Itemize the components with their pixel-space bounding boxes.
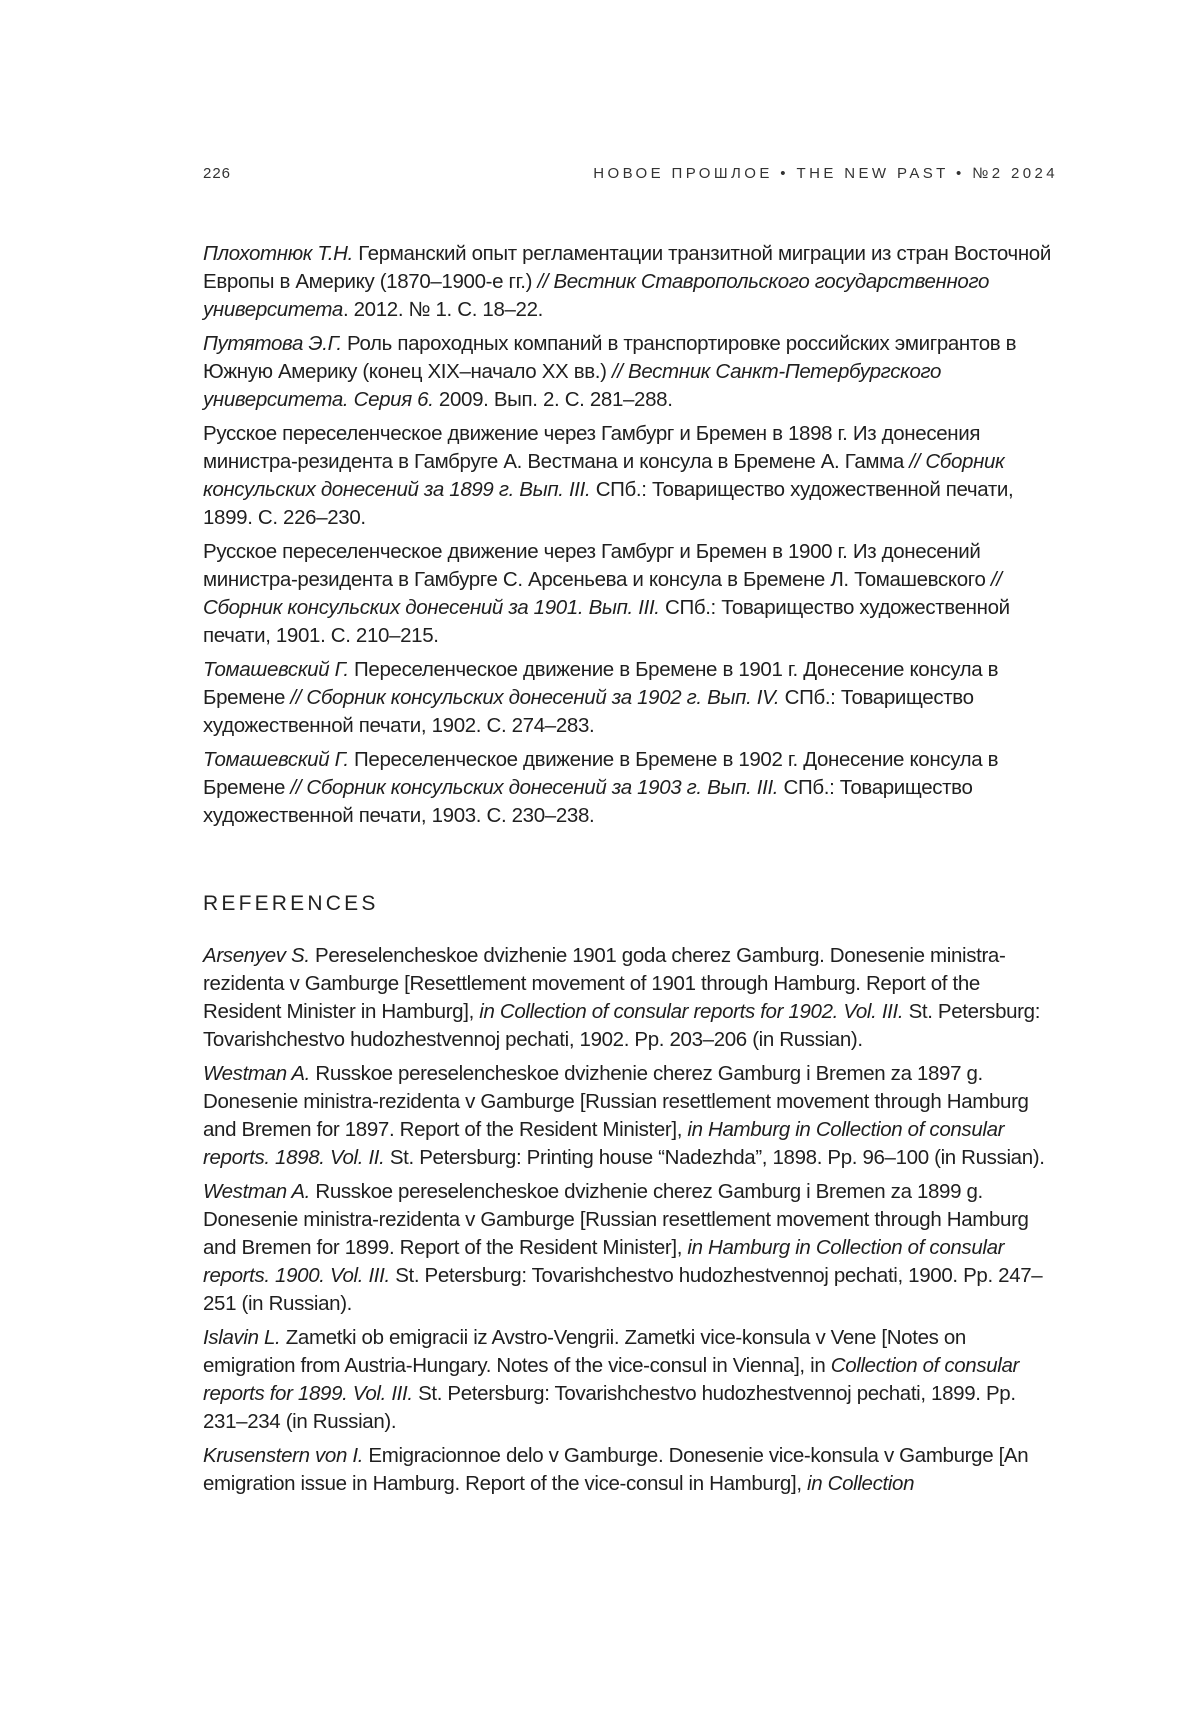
reference-details: St. Petersburg: Tovarishchestvo hudozhestvennoj pechati, 1899. Pp. 231–234 (in Russian). (203, 1382, 1016, 1433)
page-number: 226 (203, 165, 231, 182)
page-header (203, 165, 1058, 189)
reference-details: . 2012. № 1. С. 18–22. (343, 298, 543, 321)
reference-entry (203, 240, 1063, 324)
reference-title: Russkoe pereselencheskoe dvizhenie cherez Gamburg i Bremen za 1899 g. Donesenie ministra-rezidenta v Gamburge [Russian resettlement movement through Hamburg and Bremen for 1899. Report of the Resident Minister], (203, 1180, 1029, 1259)
reference-source: in Hamburg in Collection of consular reports. 1898. Vol. II. (203, 1118, 1004, 1169)
reference-entry (203, 1442, 1063, 1498)
reference-title: Emigracionnoe delo v Gamburge. Donesenie vice-konsula v Gamburge [An emigration issue in Hamburg. Report of the vice-consul in Hamburg], (203, 1444, 1028, 1495)
reference-title: Переселенческое движение в Бремене в 1901 г. Донесение консула в Бремене (203, 658, 998, 709)
reference-details: СПб.: Товарищество художественной печати, 1901. С. 210–215. (203, 596, 1010, 647)
reference-source: // Сборник консульских донесений за 1903 г. Вып. III. (290, 776, 778, 799)
reference-source: // Вестник Ставропольского государственного университета (203, 270, 989, 321)
reference-source: // Сборник консульских донесений за 1899 г. Вып. III. (203, 450, 1004, 501)
reference-details: СПб.: Товарищество художественной печати, 1903. С. 230–238. (203, 776, 973, 827)
reference-entry (203, 538, 1063, 650)
reference-details: St. Petersburg: Tovarishchestvo hudozhestvennoj pechati, 1902. Pp. 203–206 (in Russian). (203, 1000, 1040, 1051)
reference-title: Германский опыт регламентации транзитной миграции из стран Восточной Европы в Америку (1870–1900-е гг.) (203, 242, 1051, 293)
reference-details: СПб.: Товарищество художественной печати, 1902. С. 274–283. (203, 686, 974, 737)
reference-author: Путятова Э.Г. (203, 332, 342, 355)
reference-title: Роль пароходных компаний в транспортировке российских эмигрантов в Южную Америку (конец XIX–начало XX вв.) (203, 332, 1016, 383)
reference-title: Русское переселенческое движение через Гамбург и Бремен в 1900 г. Из донесений министра-резидента в Гамбурге С. Арсеньева и консула в Бремене Л. Томашевского (203, 540, 991, 591)
reference-source: // Сборник консульских донесений за 1902 г. Вып. IV. (290, 686, 779, 709)
reference-author: Плохотнюк Т.Н. (203, 242, 353, 265)
reference-author: Islavin L. (203, 1326, 280, 1349)
reference-source: in Collection of consular reports for 1902. Vol. III. (479, 1000, 903, 1023)
reference-title: Russkoe pereselencheskoe dvizhenie cherez Gamburg i Bremen za 1897 g. Donesenie ministra-rezidenta v Gamburge [Russian resettlement movement through Hamburg and Bremen for 1897. Report of the Resident Minister], (203, 1062, 1029, 1141)
references-heading: REFERENCES (203, 892, 379, 916)
reference-details: 2009. Вып. 2. С. 281–288. (434, 388, 673, 411)
reference-entry (203, 942, 1063, 1054)
reference-author: Westman A. (203, 1062, 310, 1085)
reference-title: Переселенческое движение в Бремене в 1902 г. Донесение консула в Бремене (203, 748, 998, 799)
reference-source: Collection of consular reports for 1899. Vol. III. (203, 1354, 1019, 1405)
reference-title: Pereselencheskoe dvizhenie 1901 goda cherez Gamburg. Donesenie ministra-rezidenta v Gamburge [Resettlement movement of 1901 through Hamburg. Report of the Resident Minister in Hamburg], (203, 944, 1005, 1023)
reference-title: Русское переселенческое движение через Гамбург и Бремен в 1898 г. Из донесения министра-резидента в Гамбруге А. Вестмана и консула в Бремене А. Гамма (203, 422, 980, 473)
reference-entry (203, 1060, 1063, 1172)
reference-author: Томашевский Г. (203, 748, 349, 771)
reference-entry (203, 1324, 1063, 1436)
russian-reference-list (203, 240, 1063, 836)
reference-author: Томашевский Г. (203, 658, 349, 681)
reference-author: Arsenyev S. (203, 944, 310, 967)
running-title: НОВОЕ ПРОШЛОЕ • THE NEW PAST • №2 2024 (593, 165, 1058, 182)
reference-source: // Вестник Санкт-Петербургского университета. Серия 6. (203, 360, 941, 411)
reference-details: St. Petersburg: Printing house “Nadezhda”, 1898. Pp. 96–100 (in Russian). (385, 1146, 1045, 1169)
reference-details: St. Petersburg: Tovarishchestvo hudozhestvennoj pechati, 1900. Pp. 247–251 (in Russian). (203, 1264, 1042, 1315)
reference-author: Westman A. (203, 1180, 310, 1203)
reference-entry (203, 330, 1063, 414)
reference-author: Krusenstern von I. (203, 1444, 363, 1467)
reference-title: Zametki ob emigracii iz Avstro-Vengrii. Zametki vice-konsula v Vene [Notes on emigration from Austria-Hungary. Notes of the vice-consul in Vienna], in (203, 1326, 966, 1377)
reference-entry (203, 1178, 1063, 1318)
reference-entry (203, 420, 1063, 532)
reference-entry (203, 656, 1063, 740)
reference-source: // Сборник консульских донесений за 1901. Вып. III. (203, 568, 1002, 619)
reference-source: in Hamburg in Collection of consular reports. 1900. Vol. III. (203, 1236, 1004, 1287)
reference-details: СПб.: Товарищество художественной печати, 1899. С. 226–230. (203, 478, 1013, 529)
english-reference-list (203, 942, 1063, 1504)
reference-entry (203, 746, 1063, 830)
reference-source: in Collection (807, 1472, 914, 1495)
